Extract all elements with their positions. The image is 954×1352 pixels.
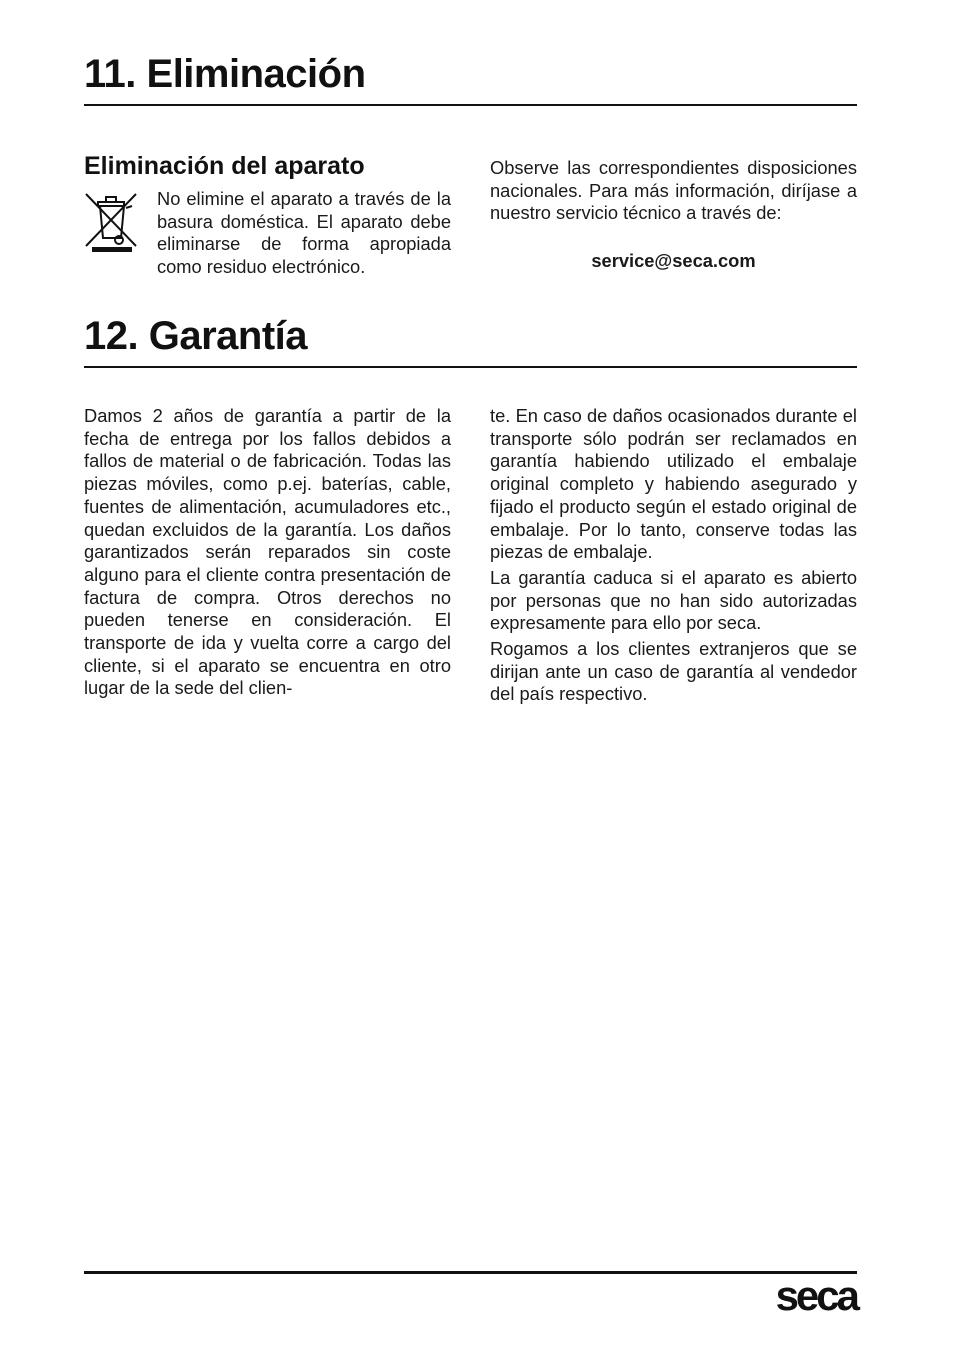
footer-rule: [84, 1271, 857, 1274]
seca-logo: seca: [775, 1272, 857, 1319]
disposal-right-column: [490, 157, 857, 228]
warranty-right-paragraph-1: te. En caso de daños ocasionados durante el transporte sólo podrán ser reclamados en garantía habiendo utilizado el embalaje original completo y habiendo asegurado y fijado el producto según el estado original de embalaje. Por lo tanto, conserve todas las piezas de embalaje.: [490, 405, 857, 563]
disposal-right-text: Observe las correspondientes disposiciones nacionales. Para más información, diríjase a nuestro servicio técnico a través de:: [490, 157, 857, 224]
section-12-title: 12. Garantía: [84, 314, 308, 358]
service-email[interactable]: service@seca.com: [591, 250, 756, 271]
disposal-subtitle: Eliminación del aparato: [84, 152, 365, 180]
section-12-rule: [84, 366, 857, 368]
warranty-right-column: [490, 405, 857, 709]
section-11-rule: [84, 104, 857, 106]
crossed-out-wheelie-bin-icon: [84, 192, 140, 252]
warranty-left-column: [84, 405, 451, 703]
disposal-left-text-block: [157, 188, 451, 279]
warranty-left-text: Damos 2 años de garantía a partir de la fecha de entrega por los fallos debidos a fallos de material o de fabricación. Todas las piezas móviles, como p.ej. baterías, cable, fuentes de alimentación, acumuladores etc., quedan excluidos de la garantía. Los daños garantizados serán reparados sin coste alguno para el cliente contra presentación de factura de compra. Otros derechos no pueden tenerse en consideración. El transporte de ida y vuelta corre a cargo del cliente, si el aparato se encuentra en otro lugar de la sede del clien-: [84, 405, 451, 699]
warranty-right-paragraph-2: La garantía caduca si el aparato es abierto por personas que no han sido autorizadas expresamente para ello por seca.: [490, 566, 857, 634]
warranty-right-paragraph-3: Rogamos a los clientes extranjeros que se dirijan ante un caso de garantía al vendedor del país respectivo.: [490, 638, 857, 705]
section-11-title: 11. Eliminación: [84, 52, 366, 96]
disposal-left-text: No elimine el aparato a través de la basura doméstica. El aparato debe eliminarse de forma apropiada como residuo electrónico.: [157, 188, 451, 278]
